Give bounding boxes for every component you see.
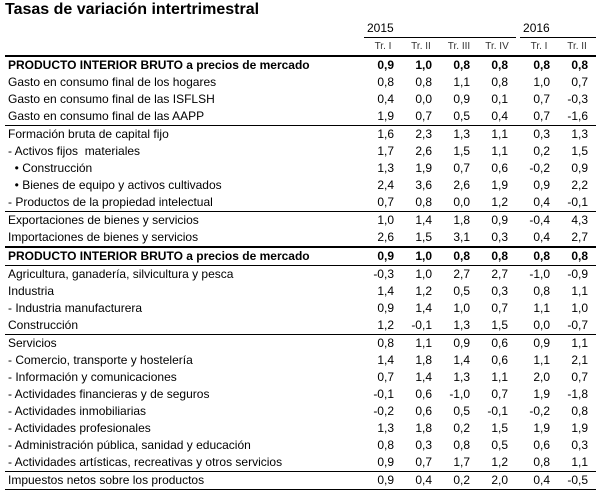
table-row (5, 386, 596, 403)
table-row (5, 317, 596, 335)
value-cell: 0,5 (453, 284, 470, 298)
value-cell: 1,7 (377, 144, 394, 158)
value-cell: 2,4 (377, 178, 394, 192)
value-cell: 0,4 (491, 109, 509, 123)
value-cell: -1,6 (567, 109, 589, 123)
table-row (5, 420, 596, 437)
value-cell: 1,3 (453, 318, 470, 332)
value-cell: 1,0 (453, 301, 470, 315)
row-label: Importaciones de bienes y servicios (8, 230, 199, 244)
row-label: Gasto en consumo final de los hogares (8, 75, 217, 89)
value-cell: 3,6 (415, 178, 432, 192)
row-label: Gasto en consumo final de las ISFLSH (8, 92, 215, 106)
value-cell: 0,8 (364, 335, 402, 353)
value-cell: 0,9 (364, 247, 402, 266)
table-row (5, 247, 596, 266)
value-cell: -0,5 (558, 472, 596, 490)
value-cell: 0,7 (571, 370, 589, 384)
value-cell: 0,9 (377, 455, 394, 469)
value-cell: 1,1 (571, 284, 589, 298)
table-row (5, 300, 596, 317)
row-label: - Comercio, transporte y hostelería (8, 353, 193, 367)
row-label: Agricultura, ganadería, silvicultura y pesca (5, 266, 364, 284)
row-label: - Activos fijos materiales (8, 144, 141, 158)
value-cell: -0,4 (520, 212, 558, 230)
year-2016: 2016 (520, 19, 596, 38)
value-cell: 1,5 (415, 230, 432, 244)
row-label: Formación bruta de capital fijo (5, 126, 364, 144)
value-cell: 0,9 (364, 472, 402, 490)
value-cell: 0,9 (377, 301, 394, 315)
value-cell: 0,8 (533, 284, 551, 298)
value-cell: 0,3 (571, 438, 589, 452)
value-cell: 0,9 (478, 212, 516, 230)
row-label: - Actividades inmobiliarias (8, 404, 147, 418)
row-label: - Información y comunicaciones (8, 370, 177, 384)
table-row (5, 56, 596, 74)
table-row (5, 229, 596, 247)
value-cell: 1,0 (402, 247, 440, 266)
value-cell: 1,1 (571, 455, 589, 469)
table-row (5, 212, 596, 230)
value-cell: 1,3 (453, 370, 470, 384)
quarter-2016-2: Tr. II (558, 38, 596, 57)
header-blank (5, 19, 364, 38)
value-cell: 0,7 (533, 92, 551, 106)
value-cell: 0,3 (520, 126, 558, 144)
value-cell: 1,1 (402, 335, 440, 353)
table-row (5, 454, 596, 472)
quarter-2015-4: Tr. IV (478, 38, 516, 57)
value-cell: 1,0 (364, 212, 402, 230)
value-cell: 1,0 (533, 75, 551, 89)
value-cell: 0,3 (491, 284, 509, 298)
value-cell: 4,3 (558, 212, 596, 230)
value-cell: 0,6 (491, 161, 509, 175)
value-cell: 2,1 (571, 353, 589, 367)
value-cell: 1,5 (571, 144, 589, 158)
value-cell: 0,7 (453, 161, 470, 175)
value-cell: -0,1 (487, 404, 509, 418)
value-cell: 0,9 (533, 178, 551, 192)
value-cell: 1,2 (491, 195, 509, 209)
value-cell: 0,8 (491, 75, 509, 89)
value-cell: -0,1 (567, 195, 589, 209)
table-row (5, 266, 596, 284)
value-cell: 2,0 (533, 370, 551, 384)
header-blank (5, 38, 364, 57)
value-cell: 2,3 (402, 126, 440, 144)
value-cell: 1,6 (364, 126, 402, 144)
value-cell: 1,3 (377, 161, 394, 175)
value-cell: 0,3 (491, 230, 509, 244)
value-cell: 1,0 (571, 301, 589, 315)
value-cell: 1,2 (491, 455, 509, 469)
value-cell: -0,9 (558, 266, 596, 284)
quarter-header-row (5, 38, 596, 57)
quarter-2015-3: Tr. III (440, 38, 478, 57)
value-cell: 1,4 (453, 353, 470, 367)
row-label: PRODUCTO INTERIOR BRUTO a precios de mercado (5, 247, 364, 266)
table-row (5, 352, 596, 369)
value-cell: 0,1 (491, 92, 509, 106)
value-cell: 0,9 (520, 335, 558, 353)
value-cell: 0,2 (453, 421, 470, 435)
value-cell: 1,5 (491, 318, 509, 332)
value-cell: 1,9 (533, 421, 551, 435)
value-cell: 0,6 (533, 438, 551, 452)
value-cell: 0,7 (533, 109, 551, 123)
table-row (5, 437, 596, 454)
value-cell: 0,4 (520, 472, 558, 490)
value-cell: 1,3 (377, 421, 394, 435)
value-cell: -0,2 (529, 161, 551, 175)
row-label: • Construcción (8, 161, 93, 175)
value-cell: 1,1 (533, 353, 551, 367)
value-cell: 3,1 (453, 230, 470, 244)
value-cell: 1,9 (571, 421, 589, 435)
value-cell: 0,6 (415, 404, 432, 418)
value-cell: 0,8 (520, 56, 558, 74)
value-cell: 0,5 (491, 438, 509, 452)
row-label: Industria (8, 284, 55, 298)
value-cell: 0,4 (533, 195, 551, 209)
value-cell: 1,9 (377, 109, 394, 123)
value-cell: 2,6 (377, 230, 394, 244)
table-row (5, 335, 596, 353)
value-cell: -0,3 (364, 266, 402, 284)
value-cell: 1,5 (491, 421, 509, 435)
value-cell: 1,1 (491, 144, 509, 158)
value-cell: 1,4 (377, 284, 394, 298)
value-cell: 1,1 (491, 370, 509, 384)
value-cell: -1,0 (520, 266, 558, 284)
value-cell: 0,5 (453, 109, 470, 123)
value-cell: 1,1 (453, 75, 470, 89)
row-label: - Actividades financieras y de seguros (8, 387, 210, 401)
value-cell: 1,0 (402, 56, 440, 74)
value-cell: 1,1 (478, 126, 516, 144)
table-row (5, 143, 596, 160)
value-cell: 0,9 (453, 92, 470, 106)
value-cell: 0,4 (533, 230, 551, 244)
value-cell: -0,3 (567, 92, 589, 106)
value-cell: 1,7 (453, 455, 470, 469)
value-cell: 0,9 (364, 56, 402, 74)
value-cell: 1,4 (402, 212, 440, 230)
value-cell: 0,7 (491, 301, 509, 315)
row-label: • Bienes de equipo y activos cultivados (8, 178, 222, 192)
value-cell: 0,7 (415, 455, 432, 469)
value-cell: 0,8 (558, 247, 596, 266)
value-cell: 1,9 (491, 178, 509, 192)
table-row (5, 472, 596, 490)
value-cell: 0,7 (377, 195, 394, 209)
row-label: Construcción (8, 318, 79, 332)
row-label: - Actividades profesionales (8, 421, 151, 435)
value-cell: -0,2 (373, 404, 394, 418)
value-cell: 0,5 (453, 404, 470, 418)
table-title: Tasas de variación intertrimestral (5, 1, 260, 18)
value-cell: -1,0 (449, 387, 470, 401)
value-cell: 0,0 (533, 318, 551, 332)
row-label: - Industria manufacturera (8, 301, 143, 315)
value-cell: 0,3 (415, 438, 432, 452)
value-cell: 1,8 (415, 353, 432, 367)
value-cell: 1,8 (415, 421, 432, 435)
table-row (5, 108, 596, 126)
value-cell: 0,7 (415, 109, 432, 123)
value-cell: 1,8 (440, 212, 478, 230)
value-cell: 0,6 (415, 387, 432, 401)
quarter-2015-1: Tr. I (364, 38, 402, 57)
value-cell: 0,9 (440, 335, 478, 353)
row-label: Impuestos netos sobre los productos (5, 472, 364, 490)
value-cell: 0,9 (571, 161, 589, 175)
value-cell: 1,5 (453, 144, 470, 158)
table-row (5, 160, 596, 177)
row-label: - Productos de la propiedad intelectual (8, 195, 213, 209)
table-row (5, 369, 596, 386)
value-cell: 0,8 (415, 195, 432, 209)
value-cell: 0,8 (377, 75, 394, 89)
row-label: Exportaciones de bienes y servicios (5, 212, 364, 230)
growth-rates-table (5, 19, 596, 490)
row-label: Servicios (5, 335, 364, 353)
value-cell: 0,4 (402, 472, 440, 490)
value-cell: 2,7 (440, 266, 478, 284)
value-cell: 1,2 (377, 318, 394, 332)
value-cell: 0,8 (520, 247, 558, 266)
value-cell: 2,6 (415, 144, 432, 158)
row-label: - Administración pública, sanidad y educación (8, 438, 251, 452)
value-cell: 0,7 (491, 387, 509, 401)
table-row (5, 177, 596, 194)
value-cell: 1,1 (558, 335, 596, 353)
value-cell: 0,8 (440, 247, 478, 266)
value-cell: 1,3 (558, 126, 596, 144)
value-cell: 1,9 (415, 161, 432, 175)
value-cell: 0,4 (377, 92, 394, 106)
value-cell: -0,7 (567, 318, 589, 332)
value-cell: -0,1 (373, 387, 394, 401)
year-header-row (5, 19, 596, 38)
year-2015: 2015 (364, 19, 516, 38)
value-cell: 0,8 (478, 247, 516, 266)
value-cell: 1,3 (440, 126, 478, 144)
value-cell: 0,7 (571, 75, 589, 89)
value-cell: -0,2 (529, 404, 551, 418)
value-cell: -1,8 (567, 387, 589, 401)
value-cell: -0,1 (411, 318, 432, 332)
table-row (5, 194, 596, 212)
value-cell: 0,8 (453, 438, 470, 452)
table-row (5, 126, 596, 144)
value-cell: 0,8 (571, 404, 589, 418)
row-label: - Actividades artísticas, recreativas y otros servicios (8, 455, 283, 469)
value-cell: 0,8 (440, 56, 478, 74)
value-cell: 0,8 (377, 438, 394, 452)
value-cell: 0,6 (478, 335, 516, 353)
value-cell: 2,7 (571, 230, 589, 244)
value-cell: 0,8 (533, 455, 551, 469)
quarter-2016-1: Tr. I (520, 38, 558, 57)
value-cell: 1,4 (377, 353, 394, 367)
value-cell: 0,2 (533, 144, 551, 158)
value-cell: 0,2 (440, 472, 478, 490)
value-cell: 0,6 (491, 353, 509, 367)
value-cell: 1,2 (415, 284, 432, 298)
value-cell: 2,0 (478, 472, 516, 490)
table-row (5, 283, 596, 300)
value-cell: 1,1 (533, 301, 551, 315)
value-cell: 1,0 (402, 266, 440, 284)
table-body (5, 56, 596, 490)
value-cell: 2,7 (478, 266, 516, 284)
value-cell: 1,9 (533, 387, 551, 401)
value-cell: 0,8 (558, 56, 596, 74)
value-cell: 2,2 (571, 178, 589, 192)
value-cell: 0,8 (415, 75, 432, 89)
row-label: Gasto en consumo final de las AAPP (8, 109, 205, 123)
value-cell: 0,0 (453, 195, 470, 209)
table-row (5, 403, 596, 420)
value-cell: 1,4 (415, 370, 432, 384)
value-cell: 2,6 (453, 178, 470, 192)
value-cell: 0,7 (377, 370, 394, 384)
value-cell: 0,8 (478, 56, 516, 74)
table-row (5, 91, 596, 108)
table-row (5, 74, 596, 91)
row-label: PRODUCTO INTERIOR BRUTO a precios de mercado (5, 56, 364, 74)
value-cell: 1,4 (415, 301, 432, 315)
value-cell: 0,0 (415, 92, 432, 106)
quarter-2015-2: Tr. II (402, 38, 440, 57)
